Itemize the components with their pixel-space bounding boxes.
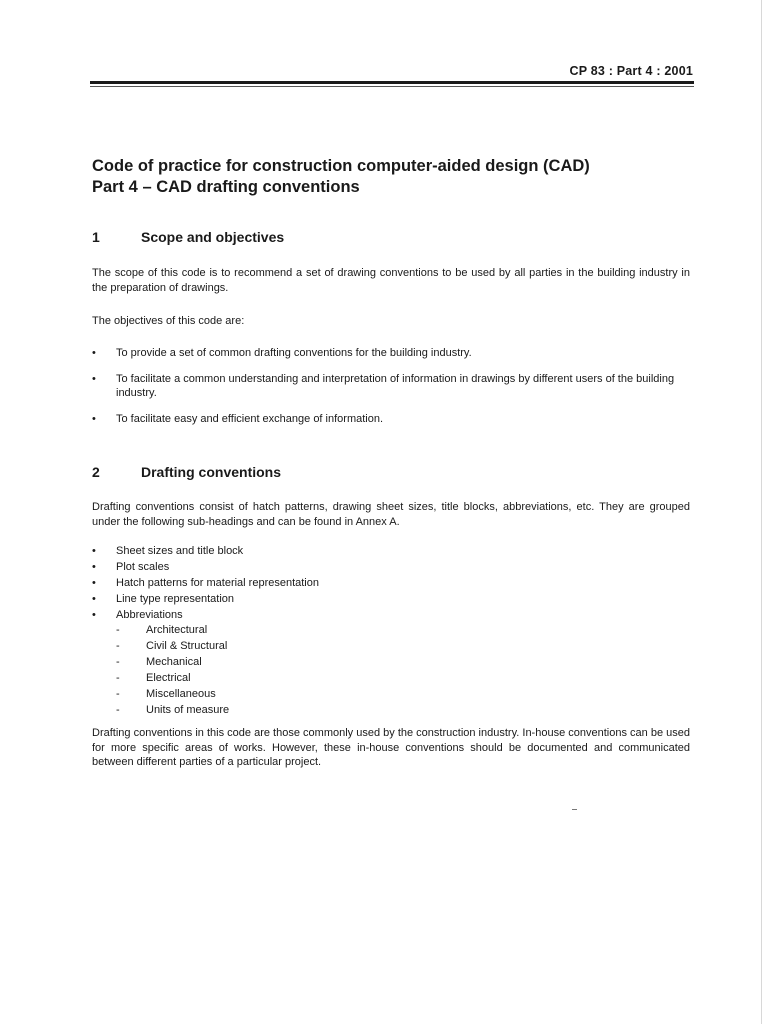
list-item: • To facilitate easy and efficient exchange of information. <box>92 412 690 427</box>
section-1-title: Scope and objectives <box>141 229 285 245</box>
section-2-heading <box>92 464 281 480</box>
section-2-number: 2 <box>92 464 100 480</box>
list-item: • Line type representation <box>92 592 690 607</box>
sublist-item: - Architectural <box>116 623 690 638</box>
section-1-scope-paragraph: The scope of this code is to recommend a set of drawing conventions to be used by all parties in the building industry in the preparation of drawings. <box>92 267 690 294</box>
section-2-intro-paragraph: Drafting conventions consist of hatch patterns, drawing sheet sizes, title blocks, abbreviations, etc. They are grouped under the following sub-headings and can be found in Annex A. <box>92 501 690 528</box>
section-2-closing-paragraph: Drafting conventions in this code are those commonly used by the construction industry. In-house conventions can be used for more specific areas of works. However, these in-house conventions should be documented and communicated between different parties of a particular project. <box>92 727 690 768</box>
sublist-item: - Electrical <box>116 671 690 686</box>
document-title <box>92 156 702 198</box>
sublist-item: - Mechanical <box>116 655 690 670</box>
list-item: • Hatch patterns for material representation <box>92 576 690 591</box>
abbreviations-label: Abbreviations <box>116 609 183 621</box>
sublist-item: - Units of measure <box>116 703 690 718</box>
list-item: • To facilitate a common understanding and interpretation of information in drawings by different users of the building industry. <box>92 372 690 401</box>
scan-speck <box>572 809 577 810</box>
title-line-1: Code of practice for construction computer-aided design (CAD) <box>92 157 590 175</box>
header-rule-thin <box>90 86 694 87</box>
section-1-number: 1 <box>92 229 100 245</box>
sublist-item: - Miscellaneous <box>116 687 690 702</box>
document-code-header: CP 83 : Part 4 : 2001 <box>569 64 693 78</box>
page-edge-line <box>761 0 762 1024</box>
abbreviations-sublist <box>116 623 690 718</box>
header-rule <box>90 81 694 84</box>
abbreviations-item <box>92 608 690 717</box>
list-item: • Plot scales <box>92 560 690 575</box>
drafting-conventions-list <box>92 544 690 719</box>
section-1-heading <box>92 229 284 245</box>
section-2-title: Drafting conventions <box>141 464 282 480</box>
list-item: • To provide a set of common drafting conventions for the building industry. <box>92 346 690 361</box>
list-item: • Sheet sizes and title block <box>92 544 690 559</box>
title-line-2: Part 4 – CAD drafting conventions <box>92 178 360 196</box>
objectives-list <box>92 346 690 437</box>
section-1-objectives-intro: The objectives of this code are: <box>92 315 245 327</box>
sublist-item: - Civil & Structural <box>116 639 690 654</box>
